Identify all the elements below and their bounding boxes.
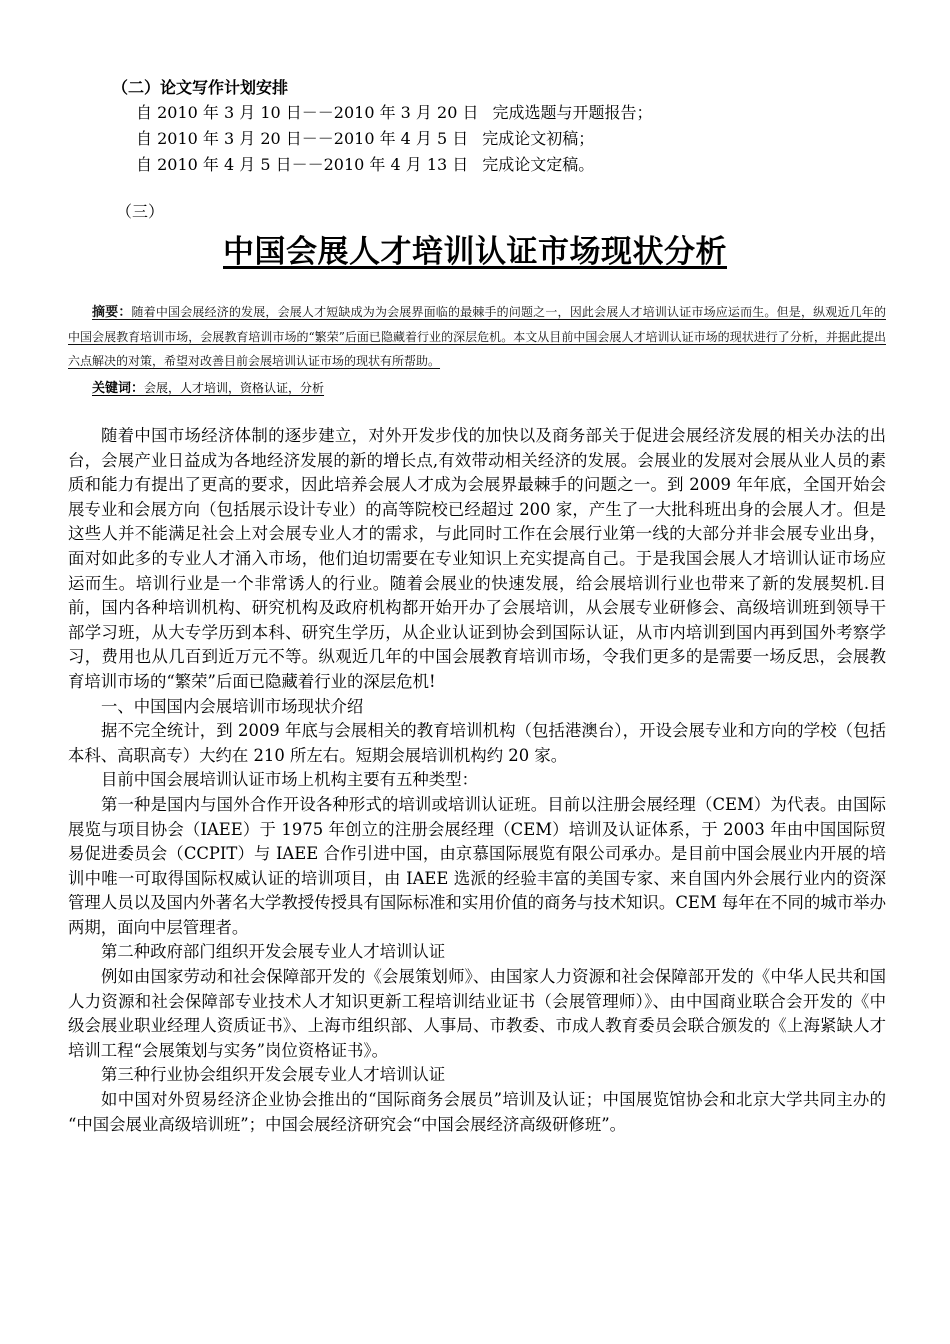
- paragraph: 目前中国会展培训认证市场上机构主要有五种类型：: [101, 770, 478, 790]
- subheading: 第二种政府部门组织开发会展专业人才培训认证: [101, 942, 446, 962]
- paragraph: 第一种是国内与国外合作开设各种形式的培训或培训认证班。目前以注册会展经理（CEM）为代表。由国际展览与项目协会（IAEE）于 1975 年创立的注册会展经理（CEM）培训及认证体系，于 2003 年由中国国际贸易促进委员会（CCPIT）与 IAEE 合作引进中国，由京慕国际展览有限公司承办。是目前中国会展业内开展的培训中唯一可取得国际权威认证的培训项目，由 IAEE 选派的经验丰富的美国专家、来自国内外会展行业内的资深管理人员以及国内外著名大学教授传授具有国际标准和实用价值的商务与技术知识。CEM 每年在不同的城市举办两期，面向中层管理者。: [68, 794, 886, 937]
- plan-heading: （二）论文写作计划安排: [112, 78, 289, 97]
- plan-period: 自 2010 年 4 月 5 日－－2010 年 4 月 13 日: [136, 155, 469, 174]
- plan-task: 完成选题与开题报告；: [492, 103, 653, 122]
- plan-period: 自 2010 年 3 月 20 日－－2010 年 4 月 5 日: [136, 129, 469, 148]
- section-three-marker: （三）: [116, 202, 165, 221]
- plan-item: [136, 100, 652, 126]
- section-heading: 一、中国国内会展培训市场现状介绍: [101, 696, 364, 716]
- abstract-label: 摘要：: [92, 305, 132, 320]
- subheading: 第三种行业协会组织开发会展专业人才培训认证: [101, 1065, 446, 1085]
- plan-item: [136, 126, 652, 152]
- keywords-label: 关键词：: [92, 381, 145, 396]
- abstract-text: 随着中国会展经济的发展，会展人才短缺成为为会展界面临的最棘手的问题之一，因此会展人才培训认证市场应运而生。但是，纵观近几年的中国会展教育培训市场，会展教育培训市场的“繁荣”后面已隐藏着行业的深层危机。本文从目前中国会展人才培训认证市场的现状进行了分析，并据此提出六点解决的对策，希望对改善目前会展培训认证市场的现状有所帮助。: [68, 305, 886, 368]
- paragraph-intro: 随着中国市场经济体制的逐步建立，对外开发步伐的加快以及商务部关于促进会展经济发展的相关办法的出台，会展产业日益成为各地经济发展的新的增长点,有效带动相关经济的发展。会展业的发展对会展从业人员的素质和能力有提出了更高的要求，因此培养会展人才成为会展界最棘手的问题之一。到 2009 年年底，全国开始会展专业和会展方向（包括展示设计专业）的高等院校已经超过 200 家，产生了一大批科班出身的会展人才。但是这些人并不能满足社会上对会展专业人才的需求，与此同时工作在会展行业第一线的大部分并非会展专业出身，面对如此多的专业人才涌入市场，他们迫切需要在专业知识上充实提高自己。于是我国会展人才培训认证市场应运而生。培训行业是一个非常诱人的行业。随着会展业的快速发展，给会展培训行业也带来了新的发展契机.目前，国内各种培训机构、研究机构及政府机构都开始开办了会展培训，从会展专业研修会、高级培训班到领导干部学习班，从大专学历到本科、研究生学历，从企业认证到协会到国际认证，从市内培训到国内再到国外考察学习，费用也从几百到近万元不等。纵观近几年的中国会展教育培训市场，令我们更多的是需要一场反思，会展教育培训市场的“繁荣”后面已隐藏着行业的深层危机!: [68, 426, 886, 691]
- keywords: [92, 376, 324, 401]
- body-text: [68, 424, 886, 1137]
- paper-title: 中国会展人才培训认证市场现状分析: [223, 234, 727, 270]
- plan-task: 完成论文定稿。: [482, 155, 595, 174]
- plan-list: [136, 100, 652, 178]
- plan-task: 完成论文初稿；: [482, 129, 595, 148]
- paragraph: 据不完全统计，到 2009 年底与会展相关的教育培训机构（包括港澳台），开设会展专业和方向的学校（包括本科、高职高专）大约在 210 所左右。短期会展培训机构约 20 家。: [68, 721, 886, 765]
- keywords-text: 会展，人才培训，资格认证，分析: [144, 381, 325, 395]
- paragraph: 例如由国家劳动和社会保障部开发的《会展策划师》、由国家人力资源和社会保障部开发的《中华人民共和国人力资源和社会保障部专业技术人才知识更新工程培训结业证书（会展管理师）》、由中国商业联合会开发的《中级会展业职业经理人资质证书》、上海市组织部、人事局、市教委、市成人教育委员会联合颁发的《上海紧缺人才培训工程“会展策划与实务”岗位资格证书》。: [68, 967, 886, 1060]
- abstract: [68, 300, 886, 373]
- plan-item: [136, 152, 652, 178]
- paragraph: 如中国对外贸易经济企业协会推出的“国际商务会展员”培训及认证；中国展览馆协会和北京大学共同主办的 “中国会展业高级培训班”；中国会展经济研究会“中国会展经济高级研修班”。: [68, 1090, 886, 1134]
- plan-period: 自 2010 年 3 月 10 日－－2010 年 3 月 20 日: [136, 103, 479, 122]
